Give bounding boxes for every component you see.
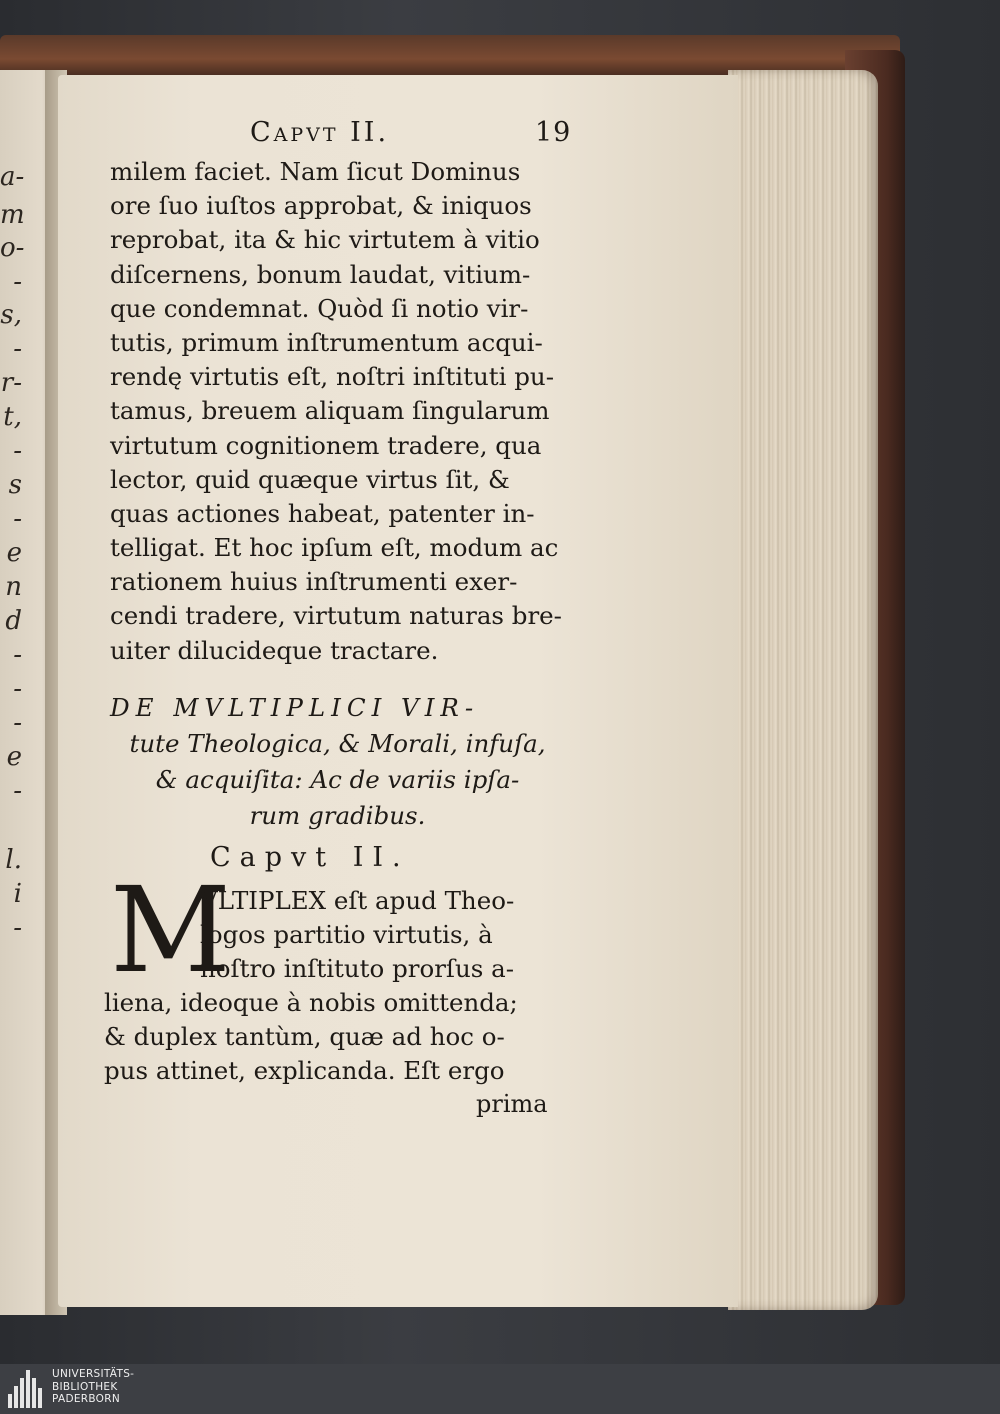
text-line: liena, ideoque à nobis omittenda; — [104, 988, 518, 1017]
footer-bar — [0, 1364, 1000, 1414]
page-block-edges — [728, 70, 878, 1310]
left-margin-fragment: a- — [0, 162, 25, 192]
left-margin-fragment: - — [13, 776, 22, 806]
body-text — [110, 155, 562, 668]
text-line: cendi tradere, virtutum naturas bre- — [110, 601, 562, 631]
text-line: noſtro inſtituto prorſus a- — [200, 954, 515, 984]
text-line: quas actiones habeat, patenter in- — [110, 498, 535, 528]
left-margin-fragment: l. — [5, 845, 22, 875]
text-line: logos partitio virtutis, à — [200, 920, 493, 950]
text-line: que condemnat. Quòd ſi notio vir- — [110, 293, 529, 323]
left-margin-fragment: e — [6, 538, 22, 568]
text-line: milem faciet. Nam ſicut Dominus — [110, 157, 521, 186]
text-line: lector, quid quæque virtus ſit, & — [110, 464, 510, 494]
left-margin-fragment: - — [13, 674, 22, 704]
heading-line: & acquiſita: Ac de variis ipſa- — [155, 765, 520, 794]
text-line: reprobat, ita & hic virtutem à vitio — [110, 225, 540, 255]
left-margin-fragment: - — [13, 334, 22, 364]
text-line: ore ſuo iuſtos approbat, & iniquos — [110, 191, 532, 221]
text-line: uiter dilucideque tractare. — [110, 635, 439, 665]
left-margin-fragment: - — [13, 708, 22, 738]
left-margin-fragment: - — [13, 504, 22, 534]
library-name-line: PADERBORN — [52, 1393, 120, 1405]
catchword: prima — [476, 1090, 548, 1118]
running-title: Capvt II. — [250, 117, 390, 148]
drop-cap: M — [110, 861, 231, 999]
heading-line: rum gradibus. — [249, 801, 426, 830]
page-number: 19 — [535, 117, 572, 148]
text-line: virtutum cognitionem tradere, qua — [110, 430, 542, 460]
left-margin-fragment: o- — [0, 233, 25, 263]
left-margin-fragment: r- — [0, 368, 22, 398]
left-margin-fragment: d — [5, 606, 22, 636]
heading-line: tute Theologica, & Morali, infuſa, — [129, 729, 546, 758]
library-name-line: BIBLIOTHEK — [52, 1380, 118, 1393]
section-heading — [110, 690, 565, 834]
text-line: pus attinet, explicanda. Eſt ergo — [104, 1056, 505, 1086]
left-margin-fragment: i — [13, 879, 22, 909]
text-line: tamus, breuem aliquam ſingularum — [110, 396, 550, 426]
left-margin-fragment: t, — [3, 402, 22, 432]
paragraph-indented — [200, 884, 514, 987]
library-name — [52, 1368, 134, 1406]
left-margin-fragment: - — [13, 913, 22, 943]
left-margin-fragment: - — [13, 640, 22, 670]
left-margin-fragment: e — [6, 742, 22, 772]
text-line: rendę virtutis eſt, noſtri inſtituti pu- — [110, 362, 554, 392]
left-margin-fragment: m — [0, 200, 25, 230]
library-name-line: UNIVERSITÄTS- — [52, 1368, 135, 1380]
heading-line: DE MVLTIPLICI VIR- — [110, 693, 480, 722]
text-line: VLTIPLEX eſt apud Theo- — [200, 886, 515, 915]
chapter-title: Capvt II. — [210, 842, 410, 873]
left-margin-fragment: s, — [0, 300, 22, 330]
library-logo-icon — [8, 1370, 44, 1408]
left-margin-fragment: - — [13, 436, 22, 466]
left-margin-fragment: s — [8, 470, 22, 500]
running-header — [250, 117, 572, 148]
text-line: tutis, primum inſtrumentum acqui- — [110, 327, 543, 357]
left-margin-fragment: n — [5, 572, 22, 602]
text-line: & duplex tantùm, quæ ad hoc o- — [104, 1022, 505, 1052]
text-line: diſcernens, bonum laudat, vitium- — [110, 259, 531, 289]
text-line: telligat. Et hoc ipſum eſt, modum ac — [110, 533, 559, 563]
paragraph-full — [104, 986, 518, 1089]
left-margin-fragment: - — [13, 267, 22, 297]
text-line: rationem huius inſtrumenti exer- — [110, 567, 518, 597]
book-cover-top — [0, 35, 900, 75]
